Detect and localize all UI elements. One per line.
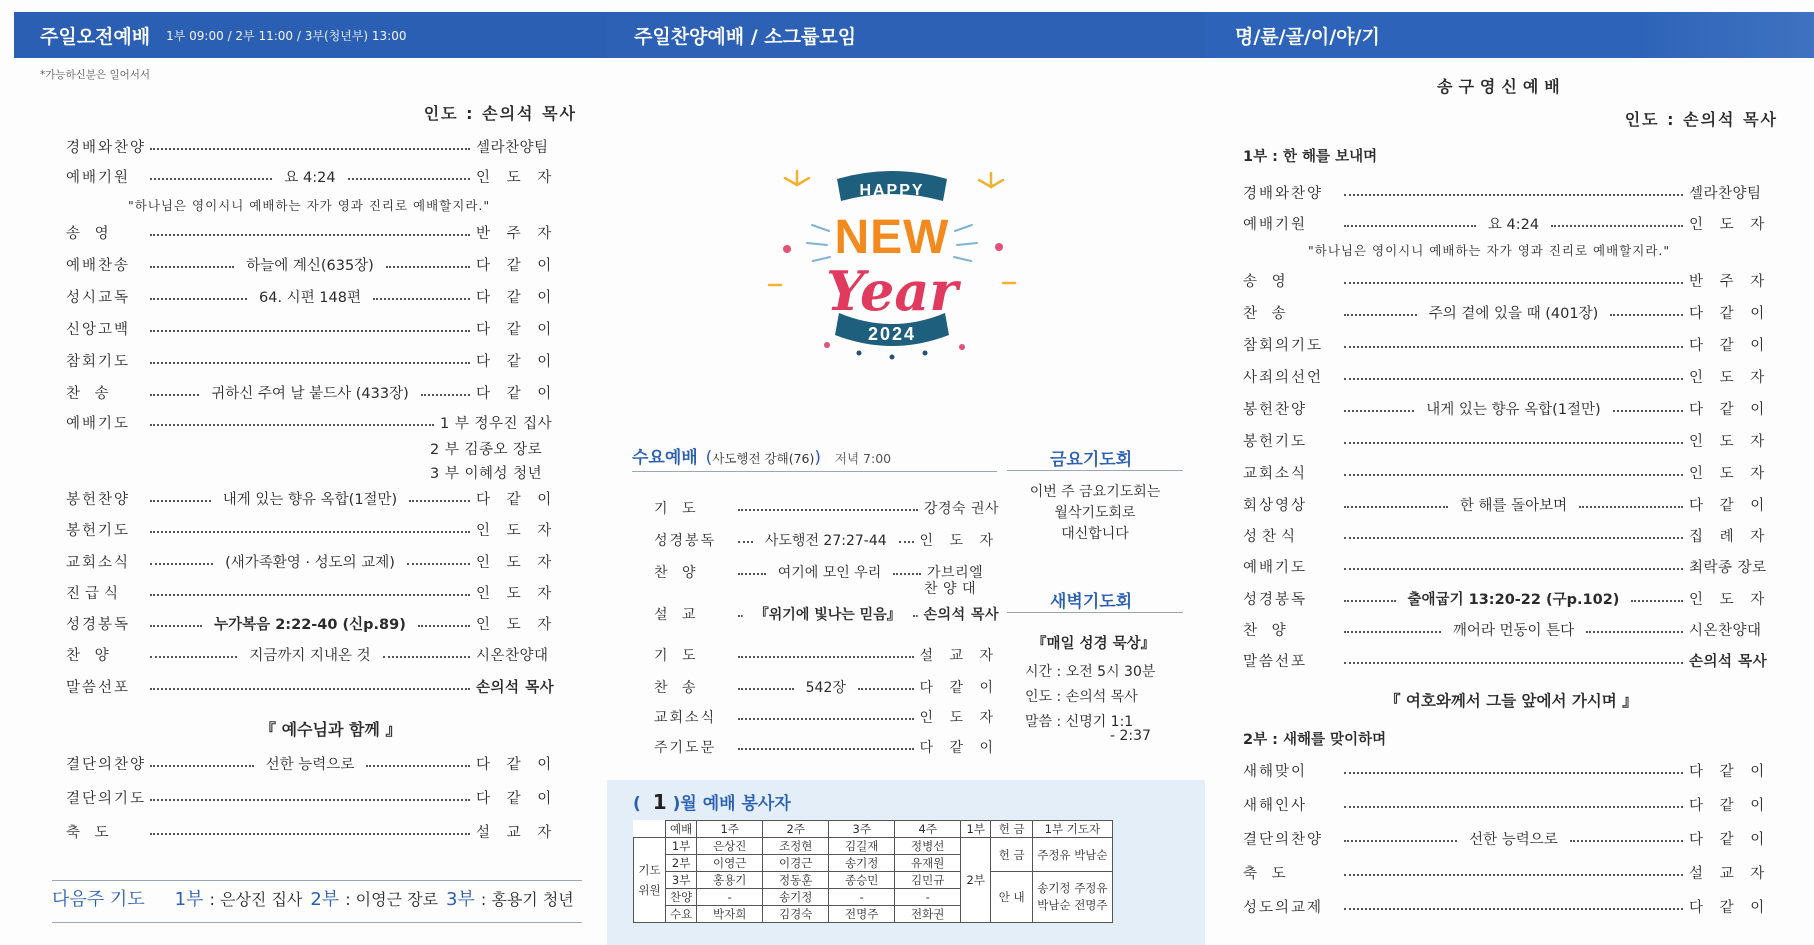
row-label: 성시교독: [66, 290, 131, 306]
divider: [1007, 612, 1183, 613]
program-row: [1243, 398, 1773, 419]
leader-dots: [738, 718, 914, 720]
leader-line: 인도 : 손의석 목사: [423, 104, 577, 123]
verse-quote: "하나님은 영이시니 예배하는 자가 영과 진리로 예배할지라.": [128, 198, 491, 213]
row-content: 선한 능력으로: [1469, 832, 1558, 848]
happy-new-year-logo: [767, 165, 1017, 365]
leader-dots: [150, 625, 202, 627]
leader-dots: [150, 394, 199, 396]
leader-dots: [373, 298, 470, 300]
row-content: 귀하신 주여 날 붙드사 (433장): [211, 386, 409, 402]
row-label: 교회소식: [654, 710, 717, 726]
header-title: 명/륜/골/이/야/기: [1235, 25, 1380, 48]
row-person: 다 같 이: [1689, 900, 1771, 916]
row-label: 찬 양: [66, 648, 114, 664]
divider: [632, 471, 997, 472]
row-content: 누가복음 2:22-40 (신p.89): [214, 617, 406, 633]
row-person: 다 같 이: [476, 258, 558, 274]
dawn-title: 새벽기도회: [1050, 592, 1133, 612]
leader-dots: [1344, 378, 1683, 380]
program-row: [1243, 462, 1773, 483]
row-label: 봉헌기도: [1243, 434, 1308, 450]
next-2bu-key: 2부: [310, 889, 340, 910]
leader-dots: [1344, 314, 1417, 316]
leader-dots: [409, 500, 470, 502]
leader-dots: [1344, 806, 1683, 808]
leader-dots: [150, 424, 434, 426]
leader-dots: [1344, 772, 1683, 774]
row-label: 참회기도: [66, 354, 131, 370]
row-label: 회상영상: [1243, 498, 1308, 514]
next-1bu: : 은상진 집사: [209, 890, 303, 909]
leader-dots: [738, 615, 743, 617]
program-row: [66, 286, 576, 307]
leader-dots: [858, 688, 914, 690]
program-row: [66, 222, 576, 243]
leader-dots: [1344, 908, 1683, 910]
program-row: [1243, 494, 1773, 515]
program-row: [1243, 896, 1773, 917]
program-row: [1243, 862, 1773, 883]
row-content: 542장: [805, 680, 846, 696]
part1-title: 1부 : 한 해를 보내며: [1243, 149, 1378, 165]
row-person: 설 교 자: [1689, 866, 1771, 882]
leader-dots: [738, 509, 918, 511]
sermon-title: 『 예수님과 함께 』: [260, 720, 402, 739]
leader-dots: [150, 594, 470, 596]
leader-dots: [150, 500, 211, 502]
row-label: 축 도: [66, 825, 114, 841]
leader-line: 인도 : 손의석 목사: [1624, 110, 1778, 129]
program-row: [66, 519, 576, 540]
leader-dots: [1344, 442, 1683, 444]
leader-dots: [913, 615, 918, 617]
program-row: [66, 166, 576, 187]
svg-text:2024: 2024: [867, 324, 917, 344]
th: 1주: [697, 821, 763, 838]
program-row: [1243, 650, 1773, 671]
program-row: [1243, 556, 1773, 577]
leader-dots: [348, 178, 470, 180]
leader-dots: [1344, 506, 1448, 508]
row-person: 설 교 자: [476, 825, 558, 841]
leader-dots: [150, 362, 470, 364]
leader-dots: [738, 688, 794, 690]
th: 2주: [763, 821, 829, 838]
th: 예배: [666, 821, 697, 838]
row-person: 다 같 이: [476, 757, 558, 773]
program-row: [1243, 794, 1773, 815]
leader-dots: [1344, 194, 1683, 196]
friday-title: 금요기도회: [1050, 450, 1133, 470]
row-label: 말씀선포: [1243, 654, 1308, 670]
leader-dots: [1344, 537, 1683, 539]
leader-dots: [1344, 346, 1683, 348]
divider-bottom: [52, 922, 582, 923]
leader-dots: [1613, 410, 1683, 412]
row-person: 손의석 목사: [923, 607, 1000, 623]
row-person: 다 같 이: [1689, 498, 1771, 514]
leader-dots: [366, 765, 470, 767]
row-person: 다 같 이: [476, 290, 558, 306]
row-content: 깨어라 먼동이 튼다: [1452, 623, 1575, 639]
row-content: (새가족환영 · 성도의 교제): [225, 555, 395, 571]
leader-dots: [150, 799, 470, 801]
dawn-details: 시간 : 오전 5시 30분 인도 : 손의석 목사 말씀 : 신명기 1:1: [1025, 664, 1156, 730]
friday-notice: 이번 주 금요기도회는 월삭기도회로 대신합니다: [1029, 484, 1161, 542]
row-person: 다 같 이: [476, 386, 558, 402]
program-row: [1243, 760, 1773, 781]
divider: [52, 880, 582, 881]
program-row: [66, 412, 576, 433]
th: 헌 금: [991, 821, 1033, 838]
row-person: 시온찬양대: [1689, 623, 1762, 639]
svg-text:HAPPY: HAPPY: [859, 182, 925, 199]
row-content: 『위기에 빛나는 믿음』: [754, 607, 901, 623]
row-person: 다 같 이: [1689, 402, 1771, 418]
row-label: 경배와찬양: [66, 140, 147, 156]
panel-sunday-morning: [0, 0, 607, 945]
row-content: 요 4:24: [284, 170, 336, 186]
program-row: [1243, 182, 1773, 203]
program-row: [654, 498, 999, 518]
row-person: 반 주 자: [476, 226, 558, 242]
leader-dots: [150, 148, 470, 150]
row-person: 인 도 자: [1689, 592, 1771, 608]
leader-dots: [418, 625, 470, 627]
row-label: 결단의찬양: [66, 757, 147, 773]
row-label: 사죄의선언: [1243, 370, 1324, 386]
leader-dots: [1344, 874, 1683, 876]
program-row: [1243, 588, 1773, 609]
program-row: [66, 488, 576, 509]
header-title: 주일찬양예배 / 소그룹모임: [634, 25, 857, 48]
row-person: 다 같 이: [1689, 832, 1771, 848]
row-label: 예배찬송: [66, 258, 131, 274]
row-person: 인 도 자: [476, 170, 558, 186]
header-title: 주일오전예배: [40, 25, 151, 48]
next-1bu-key: 1부: [174, 889, 204, 910]
row-person: 최락종 장로: [1689, 560, 1767, 576]
leader-dots: [1344, 225, 1476, 227]
leader-dots: [150, 330, 470, 332]
leader-dots: [150, 765, 254, 767]
row-content: 하늘에 계신(635장): [246, 258, 374, 274]
row-person: 1 부 정우진 집사: [440, 416, 553, 432]
row-person: 셀라찬양팀: [1689, 186, 1762, 202]
leader-dots: [150, 563, 213, 565]
program-row: [66, 821, 576, 842]
leader-dots: [421, 394, 470, 396]
sermon-title: 『 여호와께서 그들 앞에서 가시며 』: [1385, 692, 1638, 710]
leader-dots: [738, 656, 914, 658]
program-row: [66, 382, 576, 403]
row-label: 신앙고백: [66, 322, 131, 338]
program-row: [1243, 366, 1773, 387]
leader-dots: [1344, 568, 1683, 570]
row-label: 기 도: [654, 648, 701, 664]
program-row: [66, 753, 576, 774]
header-bar: [607, 12, 1205, 58]
program-row: [66, 254, 576, 275]
row-content: 출애굽기 13:20-22 (구p.102): [1407, 592, 1620, 608]
row-person: 가브리엘: [927, 565, 984, 581]
leader-dots: [150, 833, 470, 835]
row-content: 지금까지 지내온 것: [249, 648, 371, 664]
leader-dots: [1344, 282, 1683, 284]
program-row: [654, 645, 999, 665]
panel-new-year-service: [1205, 0, 1814, 945]
row-label: 결단의찬양: [1243, 832, 1324, 848]
row-label: 성경봉독: [654, 533, 717, 549]
row-label: 봉헌기도: [66, 523, 131, 539]
svg-text:Year: Year: [826, 259, 958, 323]
program-row: [66, 350, 576, 371]
row-label: 봉헌찬양: [66, 492, 131, 508]
leader-dots: [738, 748, 914, 750]
program-row: [1243, 302, 1773, 323]
row-label: 송 영: [66, 226, 114, 242]
row-label: 기 도: [654, 501, 701, 517]
row-label: 참회의기도: [1243, 338, 1324, 354]
leader-dots: [150, 266, 234, 268]
row-label: 찬 송: [654, 680, 701, 696]
row-person: 인 도 자: [1689, 434, 1771, 450]
row-label: 결단의기도: [66, 791, 147, 807]
leader-dots: [1344, 840, 1457, 842]
row-label: 진급식: [66, 586, 124, 602]
row-label: 성찬식: [1243, 529, 1301, 545]
row-label: 성도의교제: [1243, 900, 1324, 916]
row-person: 인 도 자: [919, 533, 999, 549]
row-label: 교회소식: [1243, 466, 1308, 482]
leader-dots: [899, 541, 914, 543]
leader-dots: [1570, 840, 1683, 842]
leader-dots: [1586, 631, 1683, 633]
wednesday-title: 수요예배 (사도행전 강해(76)) 저녁 7:00: [632, 448, 892, 468]
next-2bu: : 이영근 장로: [345, 890, 439, 909]
row-label: 예배기원: [66, 170, 131, 186]
program-row: [66, 136, 576, 157]
servers-title: ( 1 )월 예배 봉사자: [633, 790, 791, 814]
th: 1부 기도자: [1033, 821, 1112, 838]
row-label: 새해맞이: [1243, 764, 1308, 780]
header-bar: [14, 12, 607, 58]
row-label: 예배기도: [1243, 560, 1308, 576]
row-person: 집 례 자: [1689, 529, 1771, 545]
row-label: 주기도문: [654, 740, 717, 756]
row-label: 성경봉독: [66, 617, 131, 633]
leader-dots: [150, 178, 272, 180]
row-person: 인 도 자: [476, 617, 558, 633]
prayer-2bu: 2 부 김종오 장로: [430, 442, 543, 458]
program-row: [66, 787, 576, 808]
leader-dots: [738, 541, 753, 543]
row-label: 말씀선포: [66, 680, 131, 696]
row-label: 찬 송: [1243, 306, 1291, 322]
leader-dots: [407, 563, 470, 565]
leader-dots: [383, 656, 470, 658]
next-label: 다음주 기도: [52, 889, 145, 910]
program-row: [1243, 619, 1773, 640]
row-person: 강경숙 권사: [923, 501, 999, 517]
row-person: 손의석 목사: [1689, 654, 1768, 670]
header-times: 1부 09:00 / 2부 11:00 / 3부(청년부) 13:00: [166, 28, 407, 43]
prayer-3bu: 3 부 이혜성 청년: [430, 466, 543, 482]
row-person: 다 같 이: [476, 354, 558, 370]
program-row: [654, 530, 999, 550]
divider: [1007, 470, 1183, 471]
row-person: 다 같 이: [1689, 306, 1771, 322]
row-label: 교회소식: [66, 555, 131, 571]
row-person: 다 같 이: [1689, 798, 1771, 814]
leader-dots: [1610, 314, 1683, 316]
row-content: 여기에 모인 우리: [777, 565, 882, 581]
row-label: 성경봉독: [1243, 592, 1308, 608]
row-content: 64. 시편 148편: [259, 290, 361, 306]
header-bar: [1205, 12, 1814, 58]
program-row: [1243, 334, 1773, 355]
row-person: 시온찬양대: [476, 648, 549, 664]
row-person: 다 같 이: [919, 680, 1000, 696]
program-row: [654, 707, 999, 727]
row-content: 주의 곁에 있을 때 (401장): [1428, 306, 1599, 322]
row-person: 인 도 자: [476, 555, 558, 571]
leader-dots: [1551, 225, 1683, 227]
th: 3주: [829, 821, 895, 838]
choir-line2: 찬 양 대: [924, 581, 976, 597]
row-label: 경배와찬양: [1243, 186, 1324, 202]
leader-dots: [150, 298, 247, 300]
leader-dots: [1631, 600, 1683, 602]
row-person: 반 주 자: [1689, 274, 1771, 290]
leader-dots: [738, 573, 766, 575]
row-person: 인 도 자: [1689, 370, 1771, 386]
row-content: 내게 있는 향유 옥합(1절만): [1426, 402, 1601, 418]
leader-dots: [150, 531, 470, 533]
program-row: [1243, 213, 1773, 234]
row-label: 예배기도: [66, 416, 131, 432]
service-title: 송구영신예배: [1437, 77, 1566, 96]
th: 4주: [895, 821, 961, 838]
row-content: 한 해를 돌아보며: [1459, 498, 1568, 514]
leader-dots: [1344, 631, 1441, 633]
program-row: [66, 676, 576, 697]
leader-dots: [893, 573, 921, 575]
part2-title: 2부 : 새해를 맞이하며: [1243, 732, 1387, 748]
row-person: 설 교 자: [919, 648, 999, 664]
leader-dots: [1344, 600, 1396, 602]
row-person: 셀라찬양팀: [476, 140, 549, 156]
standing-note: *가능하신분은 일어서서: [40, 69, 151, 81]
row-person: 다 같 이: [476, 322, 558, 338]
servers-table: 예배 1주 2주 3주 4주 1부 헌 금 1부 기도자 기도 위원 1부 은상진 조정현 김길재 정병선 2부 헌 금 주정유 박남순 2부 이영근 이경근 송기정 유재원 3부 홍용기 정동훈 종승민 김민규 안 내 송기정 주정유 박남순 전명주 찬양 - 송기정 - - 수요 박자희 김경숙 전명주 전화권: [633, 820, 1113, 923]
row-person: 인 도 자: [1689, 217, 1771, 233]
row-person: 다 같 이: [1689, 764, 1771, 780]
next-week-prayer: [52, 885, 574, 911]
row-person: 인 도 자: [476, 586, 558, 602]
row-content: 내게 있는 향유 옥합(1절만): [222, 492, 398, 508]
program-row: [66, 551, 576, 572]
leader-dots: [1344, 474, 1683, 476]
row-person: 인 도 자: [1689, 466, 1771, 482]
row-person: 인 도 자: [919, 710, 999, 726]
next-3bu-key: 3부: [446, 889, 475, 910]
leader-dots: [1344, 410, 1414, 412]
leader-dots: [150, 656, 237, 658]
svg-text:NEW: NEW: [834, 211, 950, 264]
program-row: [654, 604, 999, 624]
row-label: 찬 송: [66, 386, 114, 402]
program-row: [66, 582, 576, 603]
program-row: [66, 644, 576, 665]
th: 1부: [961, 821, 991, 838]
row-label: 찬 양: [1243, 623, 1291, 639]
leader-dots: [1344, 662, 1683, 664]
row-label: 설 교: [654, 607, 701, 623]
leader-dots: [1579, 506, 1683, 508]
program-row: [1243, 525, 1773, 546]
row-person: 다 같 이: [1689, 338, 1771, 354]
row-person: 다 같 이: [919, 740, 999, 756]
program-row: [66, 318, 576, 339]
dawn-word-end: - 2:37: [1110, 728, 1151, 744]
row-person: 인 도 자: [476, 523, 558, 539]
leader-dots: [150, 234, 470, 236]
row-person: 다 같 이: [476, 791, 558, 807]
row-label: 송 영: [1243, 274, 1291, 290]
row-label: 찬 양: [654, 565, 701, 581]
row-content: 선한 능력으로: [265, 757, 355, 773]
row-content: 요 4:24: [1487, 217, 1540, 233]
leader-dots: [150, 688, 470, 690]
program-row: [1243, 270, 1773, 291]
program-row: [66, 613, 576, 634]
dawn-sub: 『매일 성경 묵상』: [1032, 636, 1156, 652]
leader-dots: [386, 266, 470, 268]
panel-sunday-afternoon: [607, 0, 1205, 945]
program-row: [1243, 828, 1773, 849]
row-label: 축 도: [1243, 866, 1291, 882]
row-label: 봉헌찬양: [1243, 402, 1308, 418]
group-cell: 기도 위원: [634, 838, 666, 923]
program-row: [654, 677, 999, 697]
row-content: 사도행전 27:27-44: [764, 533, 887, 549]
row-label: 예배기원: [1243, 217, 1308, 233]
row-person: 다 같 이: [476, 492, 558, 508]
verse-quote: "하나님은 영이시니 예배하는 자가 영과 진리로 예배할지라.": [1308, 243, 1671, 258]
row-label: 새해인사: [1243, 798, 1308, 814]
program-row: [1243, 430, 1773, 451]
program-row: [654, 737, 999, 757]
next-3bu: : 홍용기 청년: [480, 890, 574, 909]
row-person: 손의석 목사: [476, 680, 555, 696]
